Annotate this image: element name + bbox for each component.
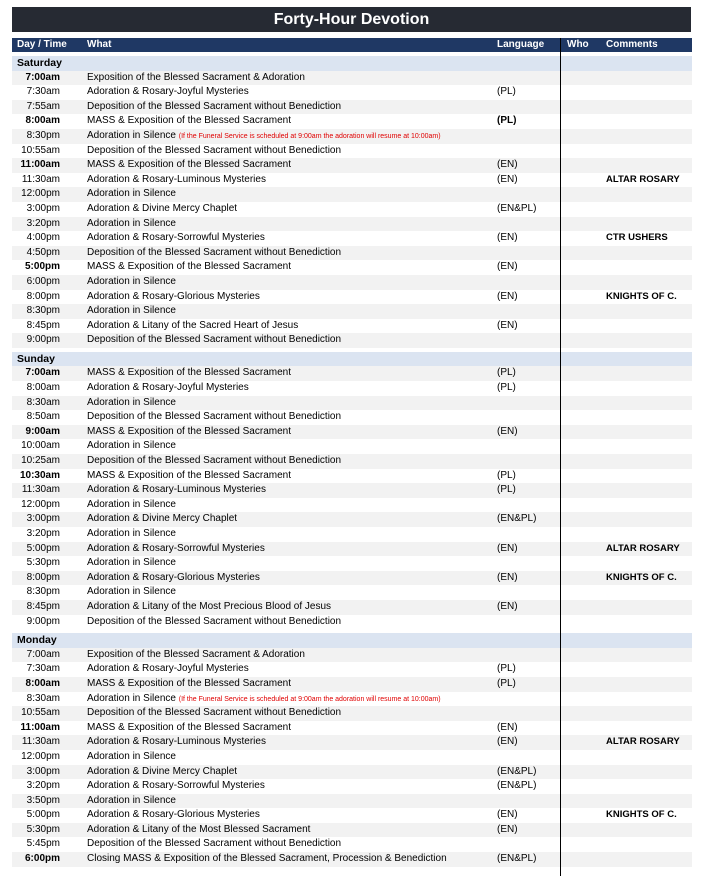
- time-cell: 8:30pm: [26, 129, 60, 141]
- what-text: MASS & Exposition of the Blessed Sacrament: [87, 261, 291, 273]
- table-row: [12, 217, 692, 232]
- language-cell: (PL): [497, 382, 516, 394]
- what-cell: [87, 692, 441, 708]
- what-text: Adoration & Rosary-Luminous Mysteries: [87, 484, 266, 496]
- what-cell: [87, 290, 260, 305]
- table-row: [12, 808, 692, 823]
- language-cell: (EN): [497, 261, 518, 273]
- what-text: Adoration in Silence: [87, 586, 176, 598]
- table-row: [12, 469, 692, 484]
- time-cell: 12:00pm: [21, 188, 60, 200]
- table-row: [12, 735, 692, 750]
- what-cell: [87, 677, 291, 692]
- table-row: [12, 721, 692, 736]
- table-row: [12, 71, 692, 86]
- language-cell: (EN): [497, 319, 518, 331]
- what-text: Adoration in Silence: [87, 217, 176, 229]
- time-cell: 8:00am: [25, 115, 60, 127]
- what-text: Adoration in Silence: [87, 692, 176, 704]
- what-text: Adoration & Rosary-Sorrowful Mysteries: [87, 780, 265, 792]
- language-cell: (EN&PL): [497, 513, 537, 525]
- column-header-day-time: Day / Time: [17, 39, 67, 50]
- what-cell: [87, 542, 265, 557]
- what-cell: [87, 144, 341, 159]
- table-row: [12, 144, 692, 159]
- table-row: [12, 527, 692, 542]
- language-cell: (PL): [497, 86, 516, 98]
- table-row: [12, 512, 692, 527]
- day-name: Saturday: [17, 57, 62, 69]
- table-row: [12, 750, 692, 765]
- what-cell: [87, 231, 265, 246]
- table-row: [12, 837, 692, 852]
- what-text: MASS & Exposition of the Blessed Sacrament: [87, 367, 291, 379]
- time-cell: 5:00pm: [26, 809, 60, 821]
- what-cell: [87, 100, 341, 115]
- language-cell: (EN): [497, 571, 518, 583]
- table-row: [12, 290, 692, 305]
- time-cell: 9:00pm: [26, 334, 60, 346]
- what-text: Adoration & Rosary-Joyful Mysteries: [87, 663, 249, 675]
- day-header-row: [12, 352, 692, 367]
- table-row: [12, 129, 692, 144]
- what-text: Deposition of the Blessed Sacrament without Benediction: [87, 334, 342, 346]
- time-cell: 8:00pm: [26, 571, 60, 583]
- time-cell: 7:00am: [26, 648, 60, 660]
- funeral-note: (If the Funeral Service is scheduled at 9:00am the adoration will resume at 10:00am): [178, 695, 441, 703]
- what-cell: [87, 425, 291, 440]
- time-cell: 3:00pm: [26, 513, 60, 525]
- day-header-row: [12, 633, 692, 648]
- time-cell: 4:50pm: [26, 246, 60, 258]
- what-cell: [87, 852, 447, 867]
- table-row: [12, 648, 692, 663]
- what-cell: [87, 260, 291, 275]
- language-cell: (EN&PL): [497, 780, 537, 792]
- funeral-note: (If the Funeral Service is scheduled at 9:00am the adoration will resume at 10:00am): [178, 132, 441, 140]
- what-cell: [87, 71, 305, 86]
- time-cell: 4:00pm: [26, 232, 60, 244]
- time-cell: 3:50pm: [26, 794, 60, 806]
- what-cell: [87, 366, 291, 381]
- what-text: Adoration & Divine Mercy Chaplet: [87, 765, 238, 777]
- table-row: [12, 823, 692, 838]
- column-header-what: What: [87, 39, 112, 50]
- what-text: Deposition of the Blessed Sacrament without Benediction: [87, 246, 342, 258]
- what-text: Exposition of the Blessed Sacrament & Adoration: [87, 648, 305, 660]
- table-row: [12, 794, 692, 809]
- table-row: [12, 852, 692, 867]
- what-cell: [87, 648, 305, 663]
- time-cell: 5:00pm: [24, 261, 60, 273]
- table-row: [12, 202, 692, 217]
- table-row: [12, 706, 692, 721]
- time-cell: 7:55am: [26, 100, 60, 112]
- what-cell: [87, 585, 176, 600]
- what-cell: [87, 615, 341, 630]
- table-row: [12, 692, 692, 707]
- language-cell: (EN): [497, 823, 518, 835]
- what-cell: [87, 454, 341, 469]
- time-cell: 8:45pm: [26, 600, 60, 612]
- time-cell: 11:00am: [20, 159, 60, 171]
- what-cell: [87, 187, 176, 202]
- time-cell: 10:55am: [21, 707, 60, 719]
- day-name: Sunday: [17, 352, 55, 365]
- what-cell: [87, 662, 249, 677]
- time-cell: 10:30am: [19, 469, 60, 481]
- what-cell: [87, 721, 291, 736]
- time-cell: 9:00pm: [26, 615, 60, 627]
- language-cell: (PL): [497, 115, 517, 127]
- table-row: [12, 231, 692, 246]
- time-cell: 12:00pm: [21, 750, 60, 762]
- time-cell: 8:30am: [26, 396, 60, 408]
- what-text: Adoration & Litany of the Most Precious Blood of Jesus: [87, 600, 332, 612]
- table-row: [12, 571, 692, 586]
- what-text: Adoration & Rosary-Sorrowful Mysteries: [87, 542, 265, 554]
- time-cell: 8:30am: [26, 692, 60, 704]
- comment-cell: ALTAR ROSARY: [606, 542, 680, 554]
- what-cell: [87, 246, 341, 261]
- what-text: Adoration in Silence: [87, 188, 176, 200]
- what-cell: [87, 439, 176, 454]
- what-text: Adoration in Silence: [87, 129, 176, 141]
- time-cell: 8:50am: [26, 411, 60, 423]
- day-name: Monday: [17, 634, 57, 647]
- what-cell: [87, 469, 291, 484]
- what-text: MASS & Exposition of the Blessed Sacrament: [87, 721, 291, 733]
- table-row: [12, 615, 692, 630]
- what-text: Adoration & Rosary-Luminous Mysteries: [87, 736, 266, 748]
- time-cell: 5:30pm: [26, 557, 60, 569]
- language-cell: (EN): [497, 290, 518, 302]
- what-text: Adoration in Silence: [87, 396, 176, 408]
- what-text: Closing MASS & Exposition of the Blessed Sacrament, Procession & Benediction: [87, 853, 447, 865]
- what-cell: [87, 735, 266, 750]
- comment-cell: KNIGHTS OF C.: [606, 290, 677, 302]
- table-row: [12, 765, 692, 780]
- what-cell: [87, 808, 260, 823]
- time-cell: 11:30am: [21, 736, 60, 748]
- what-text: Adoration & Rosary-Glorious Mysteries: [87, 571, 260, 583]
- what-cell: [87, 823, 310, 838]
- what-cell: [87, 158, 291, 173]
- what-text: Adoration & Divine Mercy Chaplet: [87, 513, 238, 525]
- time-cell: 9:00am: [25, 425, 60, 437]
- what-cell: [87, 706, 341, 721]
- schedule-table: [12, 52, 692, 867]
- what-text: Adoration & Rosary-Glorious Mysteries: [87, 290, 260, 302]
- table-row: [12, 246, 692, 261]
- time-cell: 8:30pm: [26, 586, 60, 598]
- what-cell: [87, 483, 266, 498]
- time-cell: 6:00pm: [26, 275, 60, 287]
- what-text: Adoration & Rosary-Joyful Mysteries: [87, 382, 249, 394]
- time-cell: 5:45pm: [26, 838, 60, 850]
- time-cell: 3:00pm: [26, 765, 60, 777]
- language-cell: (EN&PL): [497, 202, 537, 214]
- language-cell: (EN): [497, 425, 518, 437]
- what-text: Deposition of the Blessed Sacrament without Benediction: [87, 615, 342, 627]
- time-cell: 8:45pm: [26, 319, 60, 331]
- table-row: [12, 396, 692, 411]
- what-cell: [87, 217, 176, 232]
- what-cell: [87, 600, 331, 615]
- time-cell: 6:00pm: [24, 853, 60, 865]
- page-title: Forty-Hour Devotion: [12, 7, 691, 32]
- what-text: MASS & Exposition of the Blessed Sacrament: [87, 469, 291, 481]
- time-cell: 7:30am: [26, 86, 60, 98]
- what-text: Deposition of the Blessed Sacrament without Benediction: [87, 411, 342, 423]
- comment-cell: KNIGHTS OF C.: [606, 571, 677, 583]
- what-cell: [87, 381, 249, 396]
- comment-cell: KNIGHTS OF C.: [606, 809, 677, 821]
- what-cell: [87, 527, 176, 542]
- what-text: Adoration & Divine Mercy Chaplet: [87, 202, 238, 214]
- what-cell: [87, 765, 237, 780]
- what-cell: [87, 498, 176, 513]
- what-cell: [87, 304, 176, 319]
- table-row: [12, 275, 692, 290]
- what-text: Adoration & Rosary-Luminous Mysteries: [87, 173, 266, 185]
- language-cell: (EN): [497, 736, 518, 748]
- what-cell: [87, 837, 341, 852]
- table-row: [12, 498, 692, 513]
- column-header-row: [12, 38, 692, 52]
- what-cell: [87, 85, 249, 100]
- what-text: Adoration in Silence: [87, 557, 176, 569]
- table-row: [12, 600, 692, 615]
- what-cell: [87, 319, 298, 334]
- table-row: [12, 425, 692, 440]
- time-cell: 10:55am: [21, 144, 60, 156]
- what-text: Deposition of the Blessed Sacrament without Benediction: [87, 144, 342, 156]
- what-text: Adoration & Rosary-Glorious Mysteries: [87, 809, 260, 821]
- comment-cell: ALTAR ROSARY: [606, 736, 680, 748]
- table-row: [12, 100, 692, 115]
- what-text: Adoration in Silence: [87, 440, 176, 452]
- what-text: Deposition of the Blessed Sacrament without Benediction: [87, 707, 342, 719]
- table-row: [12, 333, 692, 348]
- table-row: [12, 114, 692, 129]
- table-row: [12, 677, 692, 692]
- table-row: [12, 304, 692, 319]
- language-cell: (PL): [497, 663, 516, 675]
- what-text: Adoration in Silence: [87, 275, 176, 287]
- column-header-who: Who: [567, 39, 589, 50]
- time-cell: 10:25am: [21, 455, 60, 467]
- what-text: Adoration & Rosary-Sorrowful Mysteries: [87, 232, 265, 244]
- what-cell: [87, 794, 176, 809]
- what-text: Deposition of the Blessed Sacrament without Benediction: [87, 838, 342, 850]
- time-cell: 11:30am: [21, 173, 60, 185]
- what-text: Deposition of the Blessed Sacrament without Benediction: [87, 455, 342, 467]
- comment-cell: CTR USHERS: [606, 232, 668, 244]
- what-cell: [87, 173, 266, 188]
- time-cell: 7:00am: [25, 71, 60, 83]
- time-cell: 3:20pm: [26, 217, 60, 229]
- language-cell: (EN&PL): [497, 765, 537, 777]
- time-cell: 8:00pm: [26, 290, 60, 302]
- what-text: Adoration in Silence: [87, 498, 176, 510]
- what-text: Exposition of the Blessed Sacrament & Adoration: [87, 71, 305, 83]
- table-row: [12, 260, 692, 275]
- table-row: [12, 542, 692, 557]
- what-cell: [87, 202, 237, 217]
- table-row: [12, 381, 692, 396]
- language-cell: (PL): [497, 469, 516, 481]
- table-row: [12, 454, 692, 469]
- what-cell: [87, 333, 341, 348]
- what-text: MASS & Exposition of the Blessed Sacrament: [87, 425, 291, 437]
- table-row: [12, 410, 692, 425]
- language-cell: (EN&PL): [497, 853, 537, 865]
- language-cell: (PL): [497, 367, 516, 379]
- language-cell: (EN): [497, 721, 518, 733]
- column-header-language: Language: [497, 39, 545, 50]
- what-cell: [87, 410, 341, 425]
- what-text: MASS & Exposition of the Blessed Sacrament: [87, 159, 291, 171]
- what-cell: [87, 556, 176, 571]
- language-cell: (PL): [497, 484, 516, 496]
- table-row: [12, 187, 692, 202]
- what-text: Adoration & Litany of the Most Blessed Sacrament: [87, 823, 311, 835]
- what-cell: [87, 571, 260, 586]
- language-cell: (EN): [497, 809, 518, 821]
- table-row: [12, 585, 692, 600]
- what-text: Deposition of the Blessed Sacrament without Benediction: [87, 100, 342, 112]
- time-cell: 10:00am: [21, 440, 60, 452]
- what-text: Adoration in Silence: [87, 750, 176, 762]
- what-text: MASS & Exposition of the Blessed Sacrament: [87, 115, 291, 127]
- table-row: [12, 779, 692, 794]
- what-cell: [87, 114, 291, 129]
- language-cell: (PL): [497, 677, 516, 689]
- what-text: MASS & Exposition of the Blessed Sacrament: [87, 677, 291, 689]
- table-row: [12, 158, 692, 173]
- time-cell: 8:30pm: [26, 305, 60, 317]
- language-cell: (EN): [497, 542, 518, 554]
- column-header-comments: Comments: [606, 39, 658, 50]
- time-cell: 3:00pm: [26, 202, 60, 214]
- who-column-divider: [560, 38, 561, 876]
- time-cell: 5:30pm: [26, 823, 60, 835]
- what-text: Adoration in Silence: [87, 794, 176, 806]
- language-cell: (EN): [497, 600, 518, 612]
- table-row: [12, 319, 692, 334]
- table-row: [12, 556, 692, 571]
- time-cell: 11:30am: [21, 484, 60, 496]
- time-cell: 8:00am: [25, 677, 60, 689]
- time-cell: 12:00pm: [21, 498, 60, 510]
- table-row: [12, 439, 692, 454]
- comment-cell: ALTAR ROSARY: [606, 173, 680, 185]
- table-row: [12, 483, 692, 498]
- time-cell: 8:00am: [26, 382, 60, 394]
- what-cell: [87, 275, 176, 290]
- time-cell: 3:20pm: [26, 528, 60, 539]
- table-row: [12, 366, 692, 381]
- time-cell: 7:30am: [26, 663, 60, 675]
- time-cell: 5:00pm: [26, 542, 60, 554]
- what-cell: [87, 779, 265, 794]
- time-cell: 7:00am: [25, 367, 60, 379]
- what-text: Adoration & Rosary-Joyful Mysteries: [87, 86, 249, 98]
- time-cell: 3:20pm: [26, 780, 60, 792]
- day-header-row: [12, 56, 692, 71]
- table-row: [12, 662, 692, 677]
- what-cell: [87, 129, 441, 145]
- language-cell: (EN): [497, 159, 518, 171]
- what-cell: [87, 750, 176, 765]
- language-cell: (EN): [497, 173, 518, 185]
- table-row: [12, 173, 692, 188]
- what-cell: [87, 512, 237, 527]
- what-text: Adoration in Silence: [87, 528, 176, 539]
- what-cell: [87, 396, 176, 411]
- what-text: Adoration & Litany of the Sacred Heart of Jesus: [87, 319, 299, 331]
- table-row: [12, 85, 692, 100]
- what-text: Adoration in Silence: [87, 305, 176, 317]
- language-cell: (EN): [497, 232, 518, 244]
- time-cell: 11:00am: [20, 721, 60, 733]
